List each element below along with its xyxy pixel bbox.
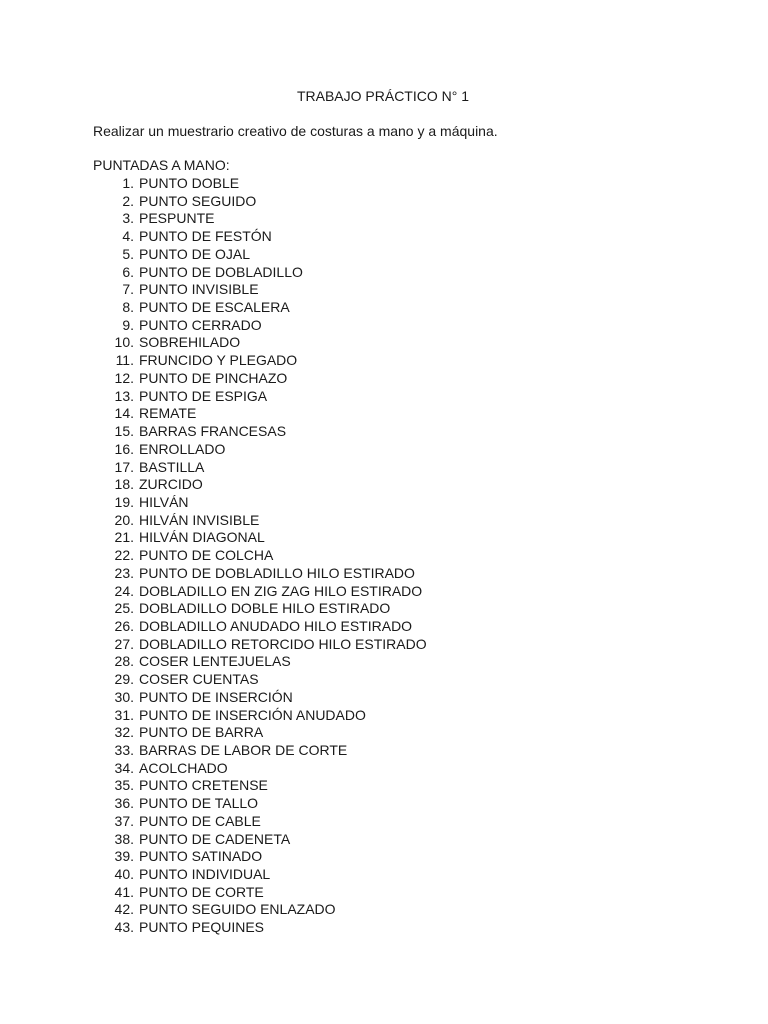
list-item-label: PUNTO DE CABLE [139,812,261,829]
list-item-number: 20. [114,511,134,528]
list-item-label: PUNTO DOBLE [139,175,240,191]
list-item-number: 28. [114,653,134,670]
list-item-number: 31. [114,706,134,723]
list-item-number: 41. [114,883,134,900]
list-item-number: 2. [122,192,134,209]
list-item-number: 26. [114,617,134,634]
list-item-number: 3. [122,210,134,227]
list-item-number: 1. [122,175,134,191]
list-item-label: ENROLLADO [139,440,226,457]
list-item-label: ZURCIDO [139,476,203,493]
list-item-label: PUNTO SEGUIDO [139,192,257,209]
list-item-number: 9. [122,316,134,333]
list-item-number: 4. [122,228,134,245]
list-item-number: 7. [122,281,134,298]
list-item-number: 36. [114,795,134,812]
list-item-label: PUNTO DE DOBLADILLO HILO ESTIRADO [139,564,415,581]
list-item-number: 19. [114,493,134,510]
list-item-number: 15. [114,423,134,440]
list-item-label: BASTILLA [139,458,205,475]
list-item-number: 14. [114,405,134,422]
list-item-label: PUNTO DE CADENETA [139,830,291,847]
list-item-label: PUNTO DE CORTE [139,883,264,900]
list-item-label: PUNTO CERRADO [139,316,262,333]
list-item-label: PUNTO DE ESCALERA [139,299,290,316]
list-item-label: PUNTO INVISIBLE [139,281,259,298]
list-item-label: PUNTO DE INSERCIÓN [139,688,293,705]
list-item-label: DOBLADILLO EN ZIG ZAG HILO ESTIRADO [139,582,423,599]
list-item-label: DOBLADILLO DOBLE HILO ESTIRADO [139,600,391,617]
list-item-label: PUNTO DE ESPIGA [139,387,268,404]
list-item-label: DOBLADILLO ANUDADO HILO ESTIRADO [139,617,413,634]
list-item-number: 43. [114,919,134,936]
section-label: PUNTADAS A MANO: [93,157,230,173]
list-item-label: FRUNCIDO Y PLEGADO [139,352,298,369]
list-item-number: 27. [114,635,134,652]
page-title: TRABAJO PRÁCTICO N° 1 [296,88,470,104]
list-item-number: 8. [122,299,134,316]
list-item-label: PUNTO DE TALLO [139,795,259,812]
list-item-number: 6. [122,263,134,280]
list-item-number: 38. [114,830,134,847]
list-item-label: COSER LENTEJUELAS [139,653,291,670]
list-item-number: 29. [114,671,134,688]
list-item-label: PUNTO DE COLCHA [139,547,274,564]
list-item-number: 17. [114,458,134,475]
list-item-label: REMATE [139,405,197,422]
list-item-label: PUNTO DE BARRA [139,724,264,741]
list-item-label: PESPUNTE [139,210,215,227]
list-item-label: PUNTO DE PINCHAZO [139,369,288,386]
list-item-number: 13. [114,387,134,404]
list-item-number: 23. [114,564,134,581]
list-item-number: 37. [114,812,134,829]
list-item-number: 22. [114,547,134,564]
list-item-number: 5. [122,245,134,262]
list-item-number: 34. [114,759,134,776]
list-item-number: 25. [114,600,134,617]
list-item-label: BARRAS DE LABOR DE CORTE [139,742,348,758]
list-item-label: BARRAS FRANCESAS [139,423,287,440]
list-item-label: PUNTO DE INSERCIÓN ANUDADO [139,706,366,723]
list-item-label: ACOLCHADO [139,759,228,776]
list-item-label: HILVÁN DIAGONAL [139,529,265,546]
list-item-label: PUNTO INDIVIDUAL [139,866,271,883]
list-item-number: 24. [114,582,134,599]
list-item-label: PUNTO DE OJAL [139,245,250,262]
list-item-label: PUNTO DE DOBLADILLO [139,263,303,280]
list-item-label: DOBLADILLO RETORCIDO HILO ESTIRADO [139,635,427,652]
list-item-number: 33. [114,742,134,758]
list-item-number: 32. [114,724,134,741]
list-item-number: 11. [115,352,134,369]
list-item-label: PUNTO SEGUIDO ENLAZADO [139,901,336,918]
list-item-label: HILVÁN INVISIBLE [139,511,260,528]
list-item-number: 30. [114,688,134,705]
list-item-number: 35. [114,777,134,794]
list-item-number: 21. [114,529,134,546]
list-item-label: SOBREHILADO [139,334,241,351]
list-item-number: 40. [114,866,134,883]
list-item-number: 16. [114,440,134,457]
list-item-label: PUNTO DE FESTÓN [139,228,272,245]
list-item-label: PUNTO CRETENSE [139,777,268,794]
list-item-number: 18. [114,476,134,493]
list-item-number: 12. [114,369,134,386]
list-item-label: HILVÁN [139,493,189,510]
list-item-label: COSER CUENTAS [139,671,259,688]
list-item-label: PUNTO SATINADO [139,848,263,865]
list-item-label: PUNTO PEQUINES [139,919,264,936]
list-item-number: 10. [114,334,134,351]
list-item-number: 42. [114,901,134,918]
list-item-number: 39. [114,848,134,865]
intro-paragraph: Realizar un muestrario creativo de costuras a mano y a máquina. [93,123,498,139]
